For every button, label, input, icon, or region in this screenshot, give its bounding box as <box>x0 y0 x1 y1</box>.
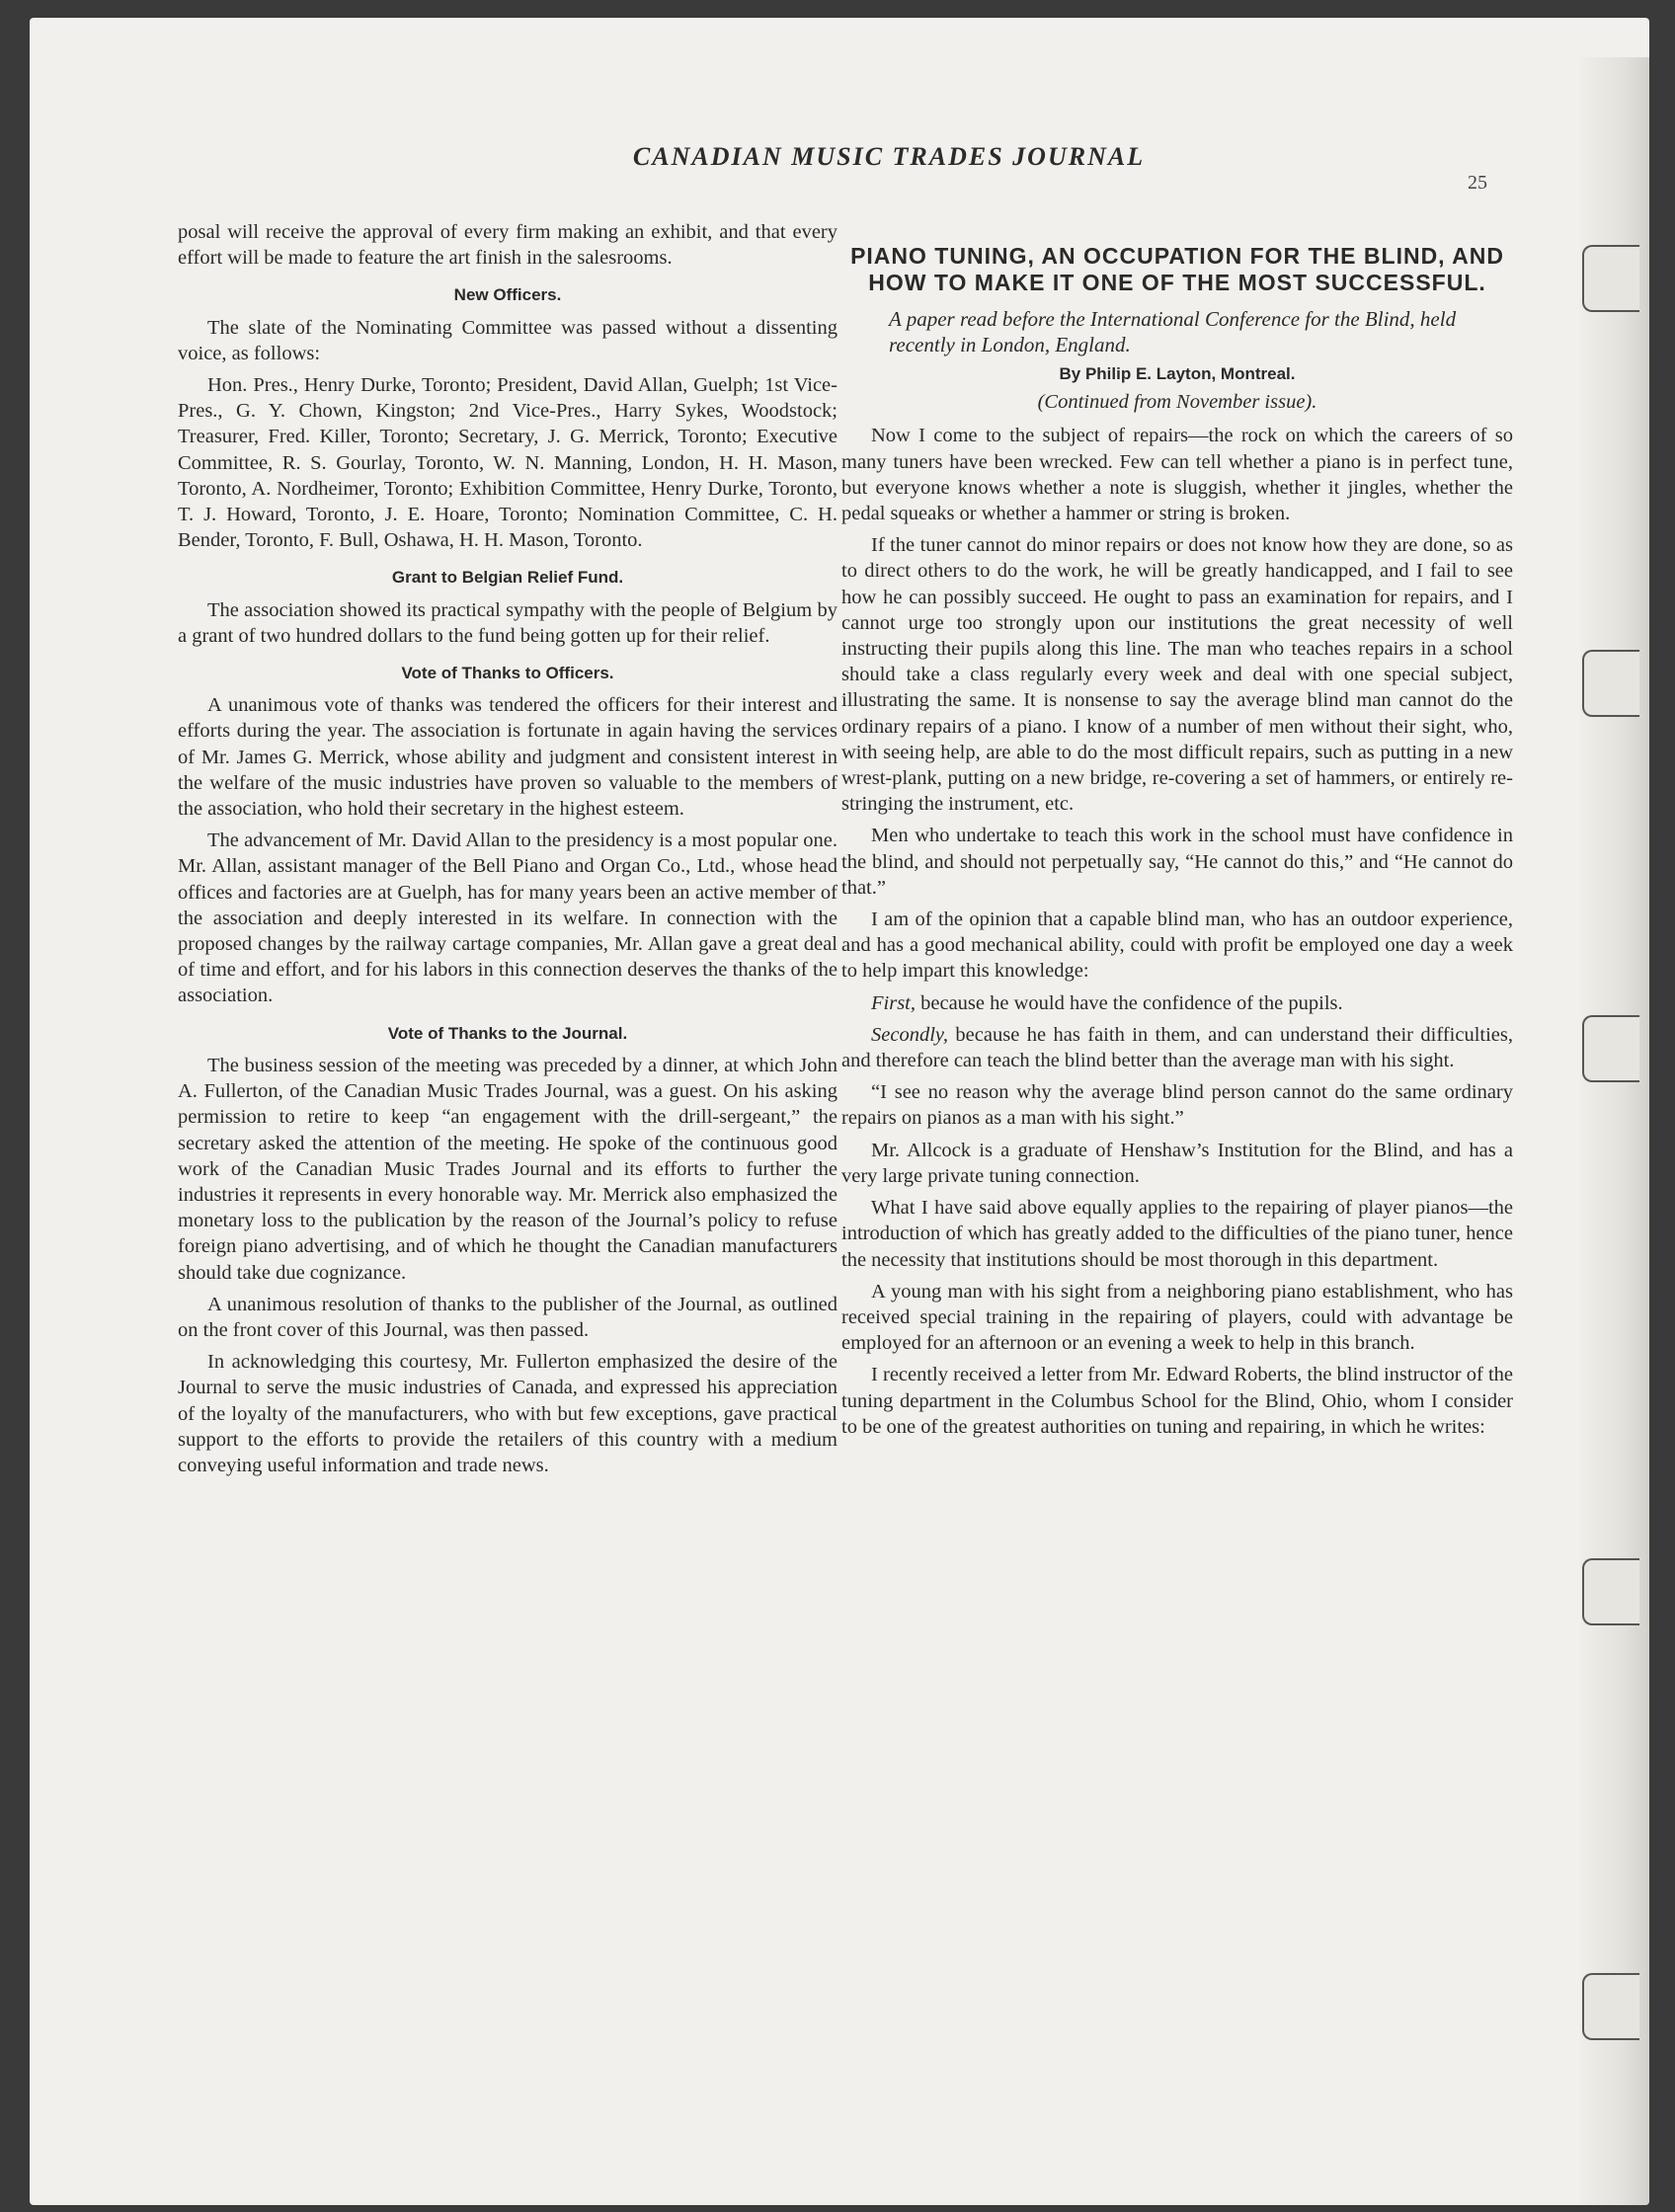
article-title: PIANO TUNING, AN OCCUPATION FOR THE BLIND, AND HOW TO MAKE IT ONE OF THE MOST SUCCESSFUL. <box>850 243 1504 295</box>
second-reason <box>841 1022 1513 1073</box>
paragraph: I am of the opinion that a capable blind man, who has an outdoor experience, and has a good mechanical ability, could with profit be employed one day a week to help impart this knowledge: <box>841 908 1513 983</box>
binding-tab <box>1582 245 1639 312</box>
second-text: because he has faith in them, and can understand their difficulties, and therefore can teach the blind better than the average man with his sight. <box>841 1023 1513 1072</box>
paragraph: The association showed its practical sympathy with the people of Belgium by a grant of two hundred dollars to the fund being gotten up for their relief. <box>178 598 838 647</box>
page-edge <box>1580 57 1649 2205</box>
paragraph: Men who undertake to teach this work in the school must have confidence in the blind, and should not perpetually say, “He cannot do this,” and “He cannot do that.” <box>841 825 1513 899</box>
paragraph: A young man with his sight from a neighboring piano establishment, who has received special training in the repairing of players, could with advantage be employed for an afternoon or an evening a week to help in this branch. <box>841 1280 1513 1355</box>
section-heading: Grant to Belgian Relief Fund. <box>391 568 624 588</box>
paragraph: If the tuner cannot do minor repairs or does not know how they are done, so as to direct others to do the work, he will be greatly handicapped, and I fail to see how he can possibly succeed. He ought to pass an examination for repairs, and I cannot urge too strongly upon our institutions the great necessity of well instructing their pupils along this line. The man who teaches repairs in a school should take a class regularly every week and deal with one special subject, illustrating the same. It is nonsense to say the average blind man cannot do the ordinary repairs of a piano. I know of a number of men without their sight, who, with seeing help, are able to do the most difficult repairs, such as putting in a new wrest-plank, putting on a new bridge, re-covering a set of hammers, or entirely re-stringing the instrument, etc. <box>841 534 1513 816</box>
binding-tab <box>1582 650 1639 717</box>
section-heading: New Officers. <box>453 285 562 305</box>
continued-note: (Continued from November issue). <box>1037 391 1317 414</box>
paragraph: Mr. Allcock is a graduate of Henshaw’s Institution for the Blind, and has a very large private tuning connection. <box>841 1139 1513 1187</box>
second-label: Secondly, <box>871 1023 948 1046</box>
section-heading: Vote of Thanks to Officers. <box>401 664 614 683</box>
binding-tab <box>1582 1558 1639 1625</box>
paragraph: What I have said above equally applies to the repairing of player pianos—the introduction of which has greatly added to the difficulties of the piano tuner, hence the necessity that institutions should be most thorough in this department. <box>841 1197 1513 1271</box>
first-label: First, <box>871 991 916 1014</box>
section-heading: Vote of Thanks to the Journal. <box>387 1023 628 1043</box>
paragraph: I recently received a letter from Mr. Edward Roberts, the blind instructor of the tuning department in the Columbus School for the Blind, Ohio, whom I consider to be one of the greatest authorities on tuning and repairing, in which he writes: <box>841 1364 1513 1438</box>
binding-tab <box>1582 1973 1639 2040</box>
first-text: because he would have the confidence of the pupils. <box>916 991 1343 1014</box>
paragraph: The slate of the Nominating Committee was passed without a dissenting voice, as follows: <box>178 316 838 364</box>
paragraph: “I see no reason why the average blind person cannot do the same ordinary repairs on pianos as a man with his sight.” <box>841 1081 1513 1130</box>
page-number: 25 <box>1468 172 1487 194</box>
right-column <box>841 243 1513 1446</box>
paragraph: Now I come to the subject of repairs—the rock on which the careers of so many tuners have been wrecked. Few can tell whether a piano is in perfect tune, but everyone knows whether a note is sluggish, whether it jingles, whether the pedal squeaks or whether a hammer or string is broken. <box>841 425 1513 525</box>
paragraph: The advancement of Mr. David Allan to the presidency is a most popular one. Mr. Allan, assistant manager of the Bell Piano and Organ Co., Ltd., whose head offices and factories are at Guelph, has for many years been an active member of the association and deeply interested in its welfare. In connection with the proposed changes by the railway cartage companies, Mr. Allan gave a great deal of time and effort, and for his labors in this connection deserves the thanks of the association. <box>178 830 838 1007</box>
paragraph: Hon. Pres., Henry Durke, Toronto; President, David Allan, Guelph; 1st Vice-Pres., G. Y. Chown, Kingston; 2nd Vice-Pres., Harry Sykes, Woodstock; Treasurer, Fred. Killer, Toronto; Secretary, J. G. Merrick, Toronto; Executive Committee, R. S. Gourlay, Toronto, W. N. Manning, London, H. H. Mason, Toronto, A. Nordheimer, Toronto; Exhibition Committee, Henry Durke, Toronto, T. J. Howard, Toronto, J. E. Hoare, Toronto; Nomination Committee, C. H. Bender, Toronto, F. Bull, Oshawa, H. H. Mason, Toronto. <box>178 374 838 552</box>
left-column <box>178 219 838 1484</box>
article-intro: A paper read before the International Conference for the Blind, held recently in London, England. <box>889 307 1457 356</box>
paragraph: In acknowledging this courtesy, Mr. Fullerton emphasized the desire of the Journal to serve the music industries of Canada, and expressed his appreciation of the loyalty of the manufacturers, who with but few exceptions, gave practical support to the efforts to provide the retailers of this country with a medium conveying useful information and trade news. <box>178 1351 838 1476</box>
paragraph: The business session of the meeting was preceded by a dinner, at which John A. Fullerton, of the Canadian Music Trades Journal, was a guest. On his asking permission to retire to keep “an engagement with the drill-sergeant,” the secretary asked the attention of the meeting. He spoke of the continuous good work of the Canadian Music Trades Journal and its efforts to further the industries it represents in every honorable way. Mr. Merrick also emphasized the monetary loss to the publication by the reason of the Journal’s policy to refuse foreign piano advertising, and of which he thought the Canadian manufacturers should take due cognizance. <box>178 1054 838 1284</box>
paragraph: A unanimous resolution of thanks to the publisher of the Journal, as outlined on the front cover of this Journal, was then passed. <box>178 1293 838 1341</box>
binding-tab <box>1582 1015 1639 1082</box>
opening-paragraph: posal will receive the approval of every firm making an exhibit, and that every effort will be made to feature the art finish in the salesrooms. <box>178 221 838 270</box>
journal-title: CANADIAN MUSIC TRADES JOURNAL <box>632 142 1146 171</box>
article-byline: By Philip E. Layton, Montreal. <box>1059 364 1296 383</box>
first-reason <box>841 990 1513 1016</box>
document-page <box>30 18 1649 2205</box>
paragraph: A unanimous vote of thanks was tendered the officers for their interest and efforts during the year. The association is fortunate in again having the services of Mr. James G. Merrick, whose ability and judgment and consistent interest in the welfare of the music industries have proven so valuable to the members of the association, who hold their secretary in the highest esteem. <box>178 694 838 821</box>
